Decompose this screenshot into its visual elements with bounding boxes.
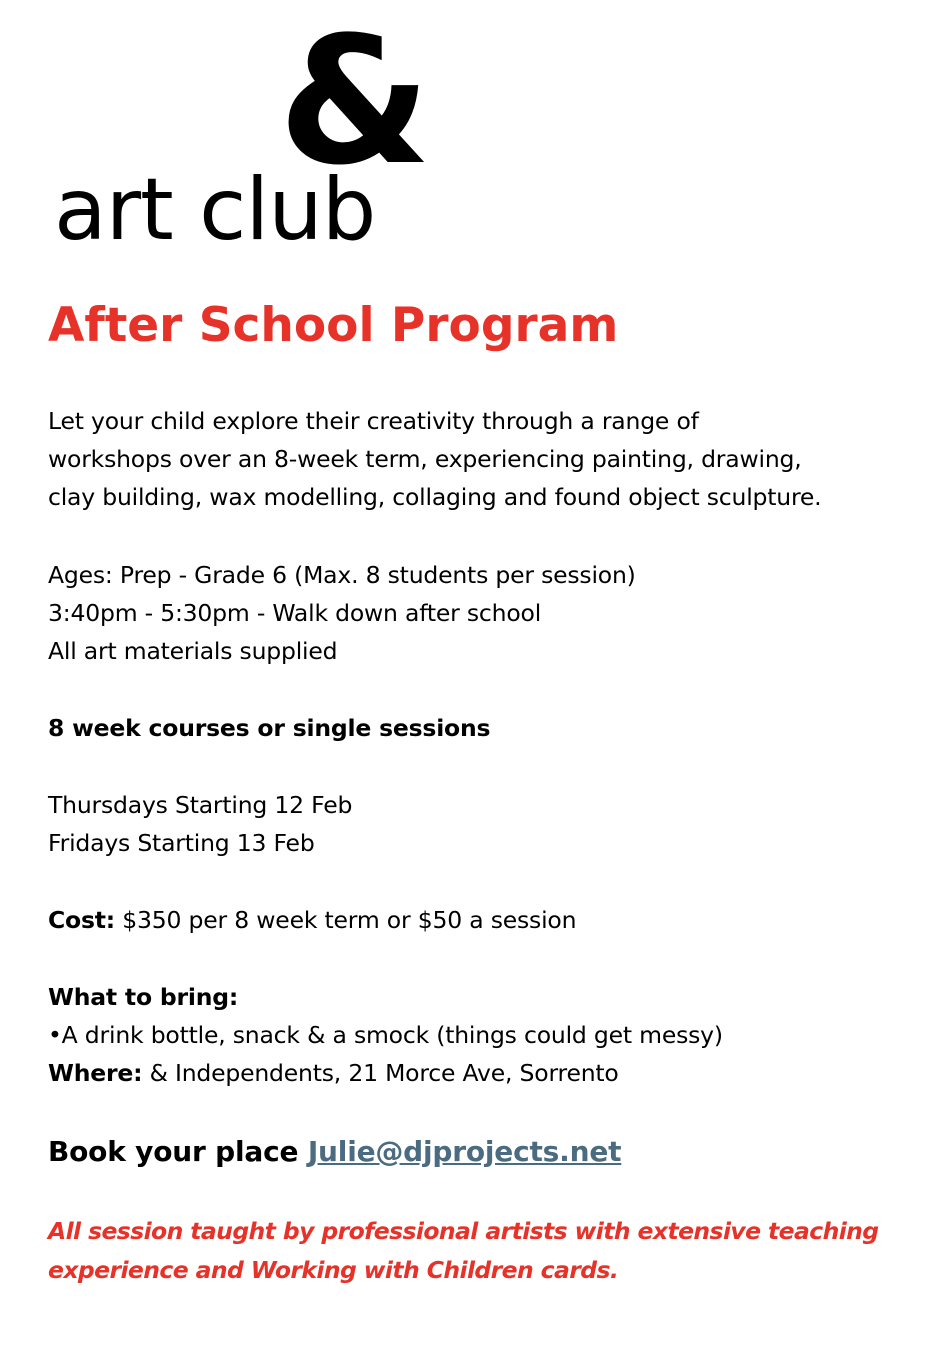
intro-line-1: Let your child explore their creativity through a range of — [48, 407, 699, 435]
bring-label: What to bring: — [48, 983, 239, 1011]
cost-value: $350 per 8 week term or $50 a session — [115, 906, 577, 934]
where-label: Where: — [48, 1059, 143, 1087]
intro-line-3: clay building, wax modelling, collaging and found object sculpture. — [48, 483, 822, 511]
booking-line — [48, 1132, 621, 1172]
schedule-fridays: Fridays Starting 13 Feb — [48, 829, 315, 857]
courses-heading: 8 week courses or single sessions — [48, 714, 491, 742]
where-value: & Independents, 21 Morce Ave, Sorrento — [142, 1059, 619, 1087]
booking-label: Book your place — [48, 1135, 308, 1168]
logo-name: art club — [54, 160, 376, 260]
time-line: 3:40pm - 5:30pm - Walk down after school — [48, 599, 542, 627]
cost-label: Cost: — [48, 906, 116, 934]
cost-line — [48, 901, 576, 939]
schedule-thursdays: Thursdays Starting 12 Feb — [48, 791, 353, 819]
ages-line: Ages: Prep - Grade 6 (Max. 8 students per session) — [48, 561, 636, 589]
page-title: After School Program — [48, 298, 619, 353]
materials-line: All art materials supplied — [48, 637, 338, 665]
note-line-1: All session taught by professional artists with extensive teaching — [48, 1217, 879, 1245]
note-line-2: experience and Working with Children cards. — [48, 1256, 619, 1284]
where-line — [48, 1054, 619, 1092]
bring-item: •A drink bottle, snack & a smock (things could get messy) — [48, 1021, 723, 1049]
intro-line-2: workshops over an 8-week term, experiencing painting, drawing, — [48, 445, 802, 473]
logo-ampersand: & — [278, 0, 432, 204]
booking-email-link[interactable]: Julie@djprojects.net — [307, 1135, 622, 1168]
